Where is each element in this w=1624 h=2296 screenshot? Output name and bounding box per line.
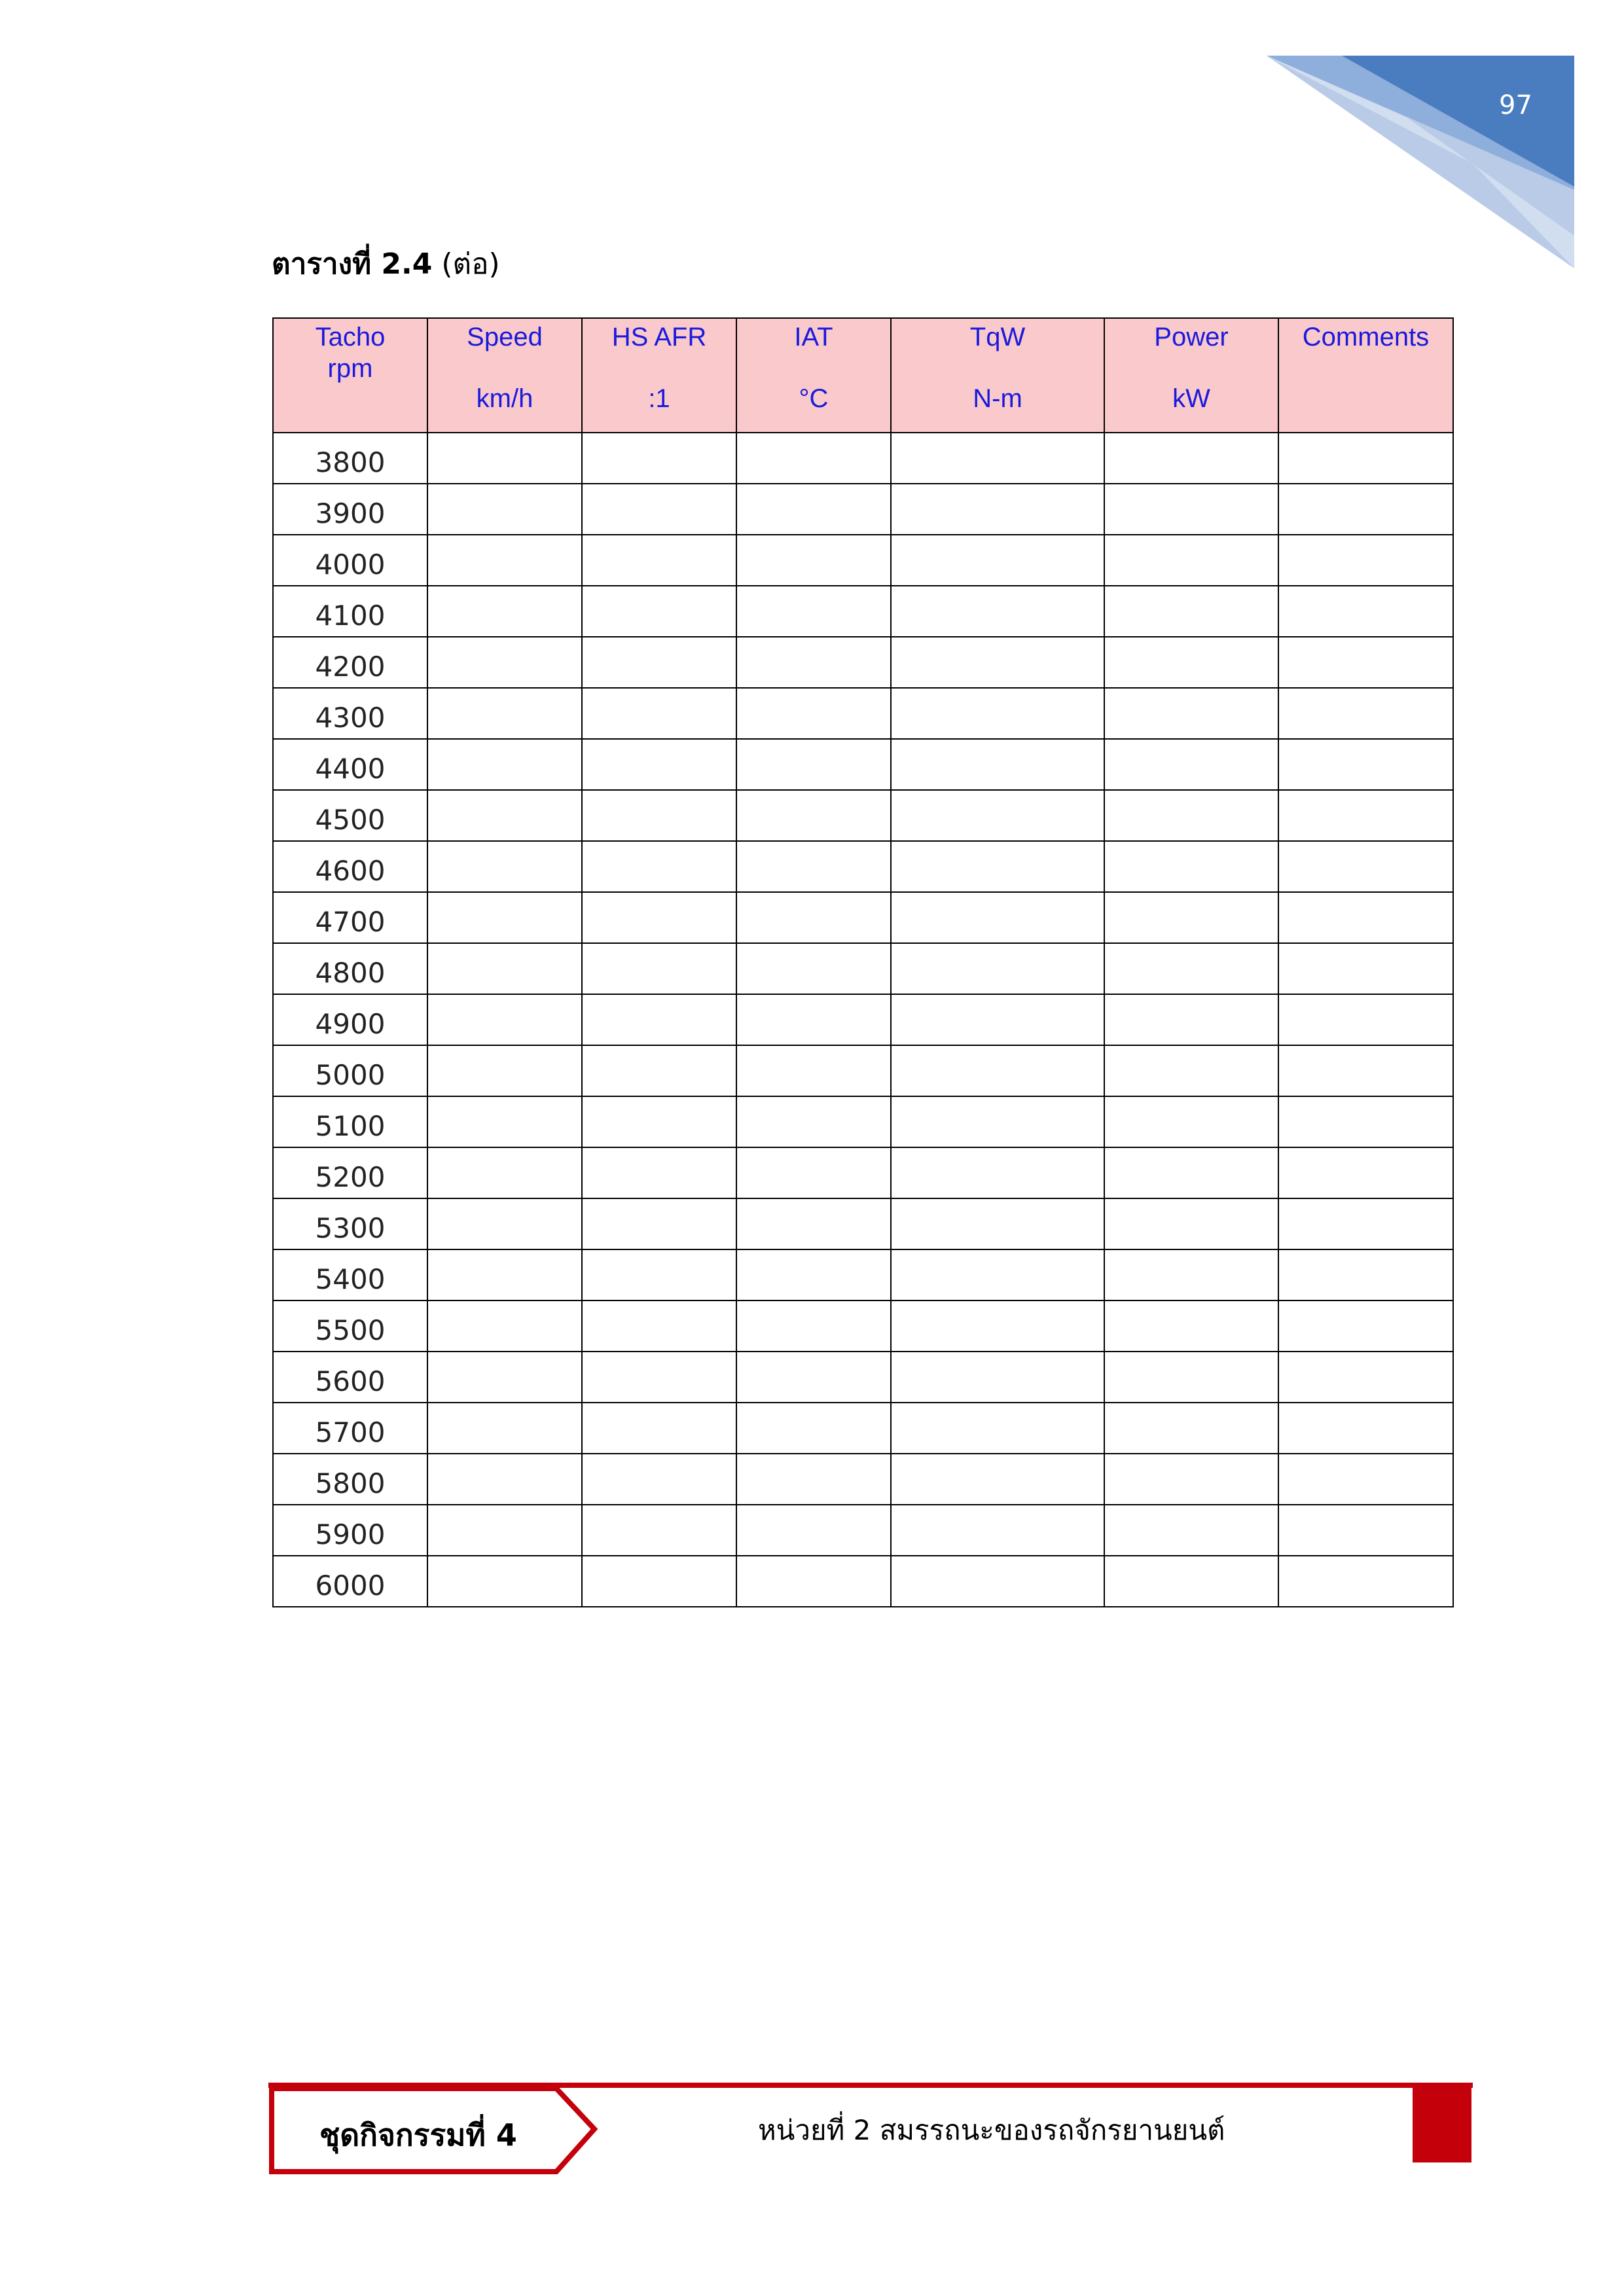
empty-cell[interactable]	[427, 739, 582, 790]
header-hs-afr: HS AFR :1	[582, 318, 736, 433]
empty-cell[interactable]	[427, 1505, 582, 1556]
activity-label: ชุดกิจกรรมที่ 4	[319, 2117, 517, 2153]
corner-decoration	[0, 0, 1624, 327]
footer-red-block	[1413, 2087, 1471, 2162]
rpm-cell: 4400	[273, 739, 427, 790]
empty-cell[interactable]	[427, 1403, 582, 1454]
table-header-row	[273, 318, 1453, 433]
empty-cell[interactable]	[1278, 1454, 1453, 1505]
empty-cell[interactable]	[736, 1300, 891, 1352]
empty-cell[interactable]	[582, 1096, 736, 1147]
empty-cell[interactable]	[736, 535, 891, 586]
table-row	[273, 790, 1453, 841]
rpm-cell: 5100	[273, 1096, 427, 1147]
empty-cell[interactable]	[582, 586, 736, 637]
empty-cell[interactable]	[736, 1352, 891, 1403]
table-row	[273, 1045, 1453, 1096]
empty-cell[interactable]	[1104, 637, 1278, 688]
empty-cell[interactable]	[582, 433, 736, 484]
empty-cell[interactable]	[1278, 943, 1453, 994]
empty-cell[interactable]	[427, 1300, 582, 1352]
table-row	[273, 1352, 1453, 1403]
rpm-cell: 5400	[273, 1249, 427, 1300]
empty-cell[interactable]	[1104, 586, 1278, 637]
unit-title: หน่วยที่ 2 สมรรถนะของรถจักรยานยนต์	[758, 2114, 1225, 2146]
table-row	[273, 1096, 1453, 1147]
table-row	[273, 535, 1453, 586]
empty-cell[interactable]	[891, 1045, 1104, 1096]
empty-cell[interactable]	[1278, 1352, 1453, 1403]
empty-cell[interactable]	[1104, 943, 1278, 994]
empty-cell[interactable]	[736, 1198, 891, 1249]
rpm-cell: 3900	[273, 484, 427, 535]
empty-cell[interactable]	[1104, 841, 1278, 892]
empty-cell[interactable]	[427, 1556, 582, 1607]
rpm-cell: 5200	[273, 1147, 427, 1198]
rpm-cell: 3800	[273, 433, 427, 484]
empty-cell[interactable]	[1104, 790, 1278, 841]
empty-cell[interactable]	[1278, 637, 1453, 688]
rpm-cell: 5000	[273, 1045, 427, 1096]
empty-cell[interactable]	[891, 841, 1104, 892]
empty-cell[interactable]	[736, 1045, 891, 1096]
header-tacho: Tacho rpm	[273, 318, 427, 433]
empty-cell[interactable]	[1278, 1403, 1453, 1454]
empty-cell[interactable]	[427, 1352, 582, 1403]
empty-cell[interactable]	[891, 1249, 1104, 1300]
empty-cell[interactable]	[1278, 739, 1453, 790]
empty-cell[interactable]	[891, 1300, 1104, 1352]
empty-cell[interactable]	[582, 1300, 736, 1352]
caption-number: ตารางที่ 2.4	[272, 247, 433, 281]
empty-cell[interactable]	[1104, 688, 1278, 739]
empty-cell[interactable]	[1104, 484, 1278, 535]
empty-cell[interactable]	[891, 637, 1104, 688]
header-comments: Comments	[1278, 318, 1453, 433]
empty-cell[interactable]	[1278, 994, 1453, 1045]
empty-cell[interactable]	[1104, 535, 1278, 586]
rpm-cell: 5300	[273, 1198, 427, 1249]
table-row	[273, 688, 1453, 739]
rpm-cell: 4200	[273, 637, 427, 688]
empty-cell[interactable]	[1104, 1198, 1278, 1249]
empty-cell[interactable]	[427, 943, 582, 994]
table-row	[273, 586, 1453, 637]
empty-cell[interactable]	[891, 688, 1104, 739]
empty-cell[interactable]	[736, 1249, 891, 1300]
table-row	[273, 1198, 1453, 1249]
empty-cell[interactable]	[582, 739, 736, 790]
rpm-cell: 4600	[273, 841, 427, 892]
empty-cell[interactable]	[427, 790, 582, 841]
table-row	[273, 1249, 1453, 1300]
empty-cell[interactable]	[582, 484, 736, 535]
empty-cell[interactable]	[1278, 841, 1453, 892]
empty-cell[interactable]	[427, 892, 582, 943]
empty-cell[interactable]	[427, 535, 582, 586]
empty-cell[interactable]	[427, 1249, 582, 1300]
empty-cell[interactable]	[736, 484, 891, 535]
empty-cell[interactable]	[736, 790, 891, 841]
table-caption	[272, 241, 500, 287]
empty-cell[interactable]	[1278, 1096, 1453, 1147]
header-speed: Speed km/h	[427, 318, 582, 433]
empty-cell[interactable]	[582, 1556, 736, 1607]
empty-cell[interactable]	[891, 484, 1104, 535]
empty-cell[interactable]	[891, 739, 1104, 790]
table-row	[273, 1403, 1453, 1454]
empty-cell[interactable]	[427, 994, 582, 1045]
rpm-cell: 4800	[273, 943, 427, 994]
empty-cell[interactable]	[582, 892, 736, 943]
empty-cell[interactable]	[736, 1403, 891, 1454]
empty-cell[interactable]	[1278, 484, 1453, 535]
empty-cell[interactable]	[1104, 994, 1278, 1045]
empty-cell[interactable]	[582, 943, 736, 994]
empty-cell[interactable]	[736, 1556, 891, 1607]
empty-cell[interactable]	[1278, 1045, 1453, 1096]
empty-cell[interactable]	[582, 1198, 736, 1249]
empty-cell[interactable]	[891, 1198, 1104, 1249]
rpm-cell: 5900	[273, 1505, 427, 1556]
rpm-cell: 5800	[273, 1454, 427, 1505]
empty-cell[interactable]	[582, 637, 736, 688]
empty-cell[interactable]	[891, 535, 1104, 586]
caption-continued: (ต่อ)	[432, 247, 500, 281]
empty-cell[interactable]	[1278, 1556, 1453, 1607]
table-row	[273, 1556, 1453, 1607]
empty-cell[interactable]	[427, 1147, 582, 1198]
empty-cell[interactable]	[736, 1505, 891, 1556]
empty-cell[interactable]	[1104, 1147, 1278, 1198]
rpm-cell: 4900	[273, 994, 427, 1045]
empty-cell[interactable]	[427, 1045, 582, 1096]
rpm-cell: 4500	[273, 790, 427, 841]
table-row	[273, 841, 1453, 892]
empty-cell[interactable]	[736, 1096, 891, 1147]
empty-cell[interactable]	[1104, 1045, 1278, 1096]
empty-cell[interactable]	[736, 994, 891, 1045]
empty-cell[interactable]	[1104, 1096, 1278, 1147]
rpm-cell: 5500	[273, 1300, 427, 1352]
empty-cell[interactable]	[582, 1454, 736, 1505]
table-row	[273, 892, 1453, 943]
empty-cell[interactable]	[736, 586, 891, 637]
empty-cell[interactable]	[891, 1352, 1104, 1403]
empty-cell[interactable]	[1278, 1505, 1453, 1556]
empty-cell[interactable]	[582, 1045, 736, 1096]
empty-cell[interactable]	[891, 1096, 1104, 1147]
table-row	[273, 1505, 1453, 1556]
empty-cell[interactable]	[891, 1556, 1104, 1607]
empty-cell[interactable]	[891, 790, 1104, 841]
table-row	[273, 1454, 1453, 1505]
rpm-cell: 6000	[273, 1556, 427, 1607]
empty-cell[interactable]	[1104, 1505, 1278, 1556]
table-row	[273, 433, 1453, 484]
empty-cell[interactable]	[582, 841, 736, 892]
empty-cell[interactable]	[427, 1096, 582, 1147]
empty-cell[interactable]	[427, 1454, 582, 1505]
empty-cell[interactable]	[891, 943, 1104, 994]
empty-cell[interactable]	[582, 1403, 736, 1454]
empty-cell[interactable]	[1278, 1249, 1453, 1300]
empty-cell[interactable]	[427, 637, 582, 688]
empty-cell[interactable]	[1278, 688, 1453, 739]
rpm-cell: 5600	[273, 1352, 427, 1403]
header-iat: IAT °C	[736, 318, 891, 433]
empty-cell[interactable]	[1104, 433, 1278, 484]
empty-cell[interactable]	[427, 484, 582, 535]
empty-cell[interactable]	[1278, 1300, 1453, 1352]
empty-cell[interactable]	[582, 1352, 736, 1403]
empty-cell[interactable]	[582, 688, 736, 739]
table-row	[273, 1300, 1453, 1352]
empty-cell[interactable]	[891, 1505, 1104, 1556]
empty-cell[interactable]	[427, 1198, 582, 1249]
rpm-cell: 5700	[273, 1403, 427, 1454]
empty-cell[interactable]	[736, 943, 891, 994]
empty-cell[interactable]	[1104, 892, 1278, 943]
empty-cell[interactable]	[427, 586, 582, 637]
table-row	[273, 1147, 1453, 1198]
empty-cell[interactable]	[1104, 739, 1278, 790]
empty-cell[interactable]	[582, 790, 736, 841]
table-row	[273, 739, 1453, 790]
empty-cell[interactable]	[736, 1454, 891, 1505]
empty-cell[interactable]	[1104, 1352, 1278, 1403]
empty-cell[interactable]	[736, 1147, 891, 1198]
empty-cell[interactable]	[427, 688, 582, 739]
data-table	[272, 317, 1454, 1607]
empty-cell[interactable]	[1104, 1556, 1278, 1607]
empty-cell[interactable]	[582, 535, 736, 586]
header-power: Power kW	[1104, 318, 1278, 433]
empty-cell[interactable]	[1104, 1249, 1278, 1300]
empty-cell[interactable]	[736, 739, 891, 790]
empty-cell[interactable]	[891, 1454, 1104, 1505]
empty-cell[interactable]	[1278, 1198, 1453, 1249]
rpm-cell: 4100	[273, 586, 427, 637]
empty-cell[interactable]	[582, 1505, 736, 1556]
table-row	[273, 637, 1453, 688]
empty-cell[interactable]	[427, 841, 582, 892]
empty-cell[interactable]	[736, 637, 891, 688]
empty-cell[interactable]	[736, 841, 891, 892]
table-row	[273, 994, 1453, 1045]
empty-cell[interactable]	[1278, 790, 1453, 841]
header-tqw: TqW N-m	[891, 318, 1104, 433]
empty-cell[interactable]	[582, 994, 736, 1045]
empty-cell[interactable]	[891, 433, 1104, 484]
empty-cell[interactable]	[1104, 1300, 1278, 1352]
table-row	[273, 484, 1453, 535]
empty-cell[interactable]	[1278, 586, 1453, 637]
empty-cell[interactable]	[427, 433, 582, 484]
empty-cell[interactable]	[891, 1403, 1104, 1454]
empty-cell[interactable]	[736, 688, 891, 739]
rpm-cell: 4300	[273, 688, 427, 739]
empty-cell[interactable]	[1104, 1403, 1278, 1454]
rpm-cell: 4000	[273, 535, 427, 586]
empty-cell[interactable]	[1278, 1147, 1453, 1198]
empty-cell[interactable]	[1278, 433, 1453, 484]
empty-cell[interactable]	[1104, 1454, 1278, 1505]
rpm-cell: 4700	[273, 892, 427, 943]
empty-cell[interactable]	[891, 586, 1104, 637]
empty-cell[interactable]	[582, 1147, 736, 1198]
empty-cell[interactable]	[891, 994, 1104, 1045]
empty-cell[interactable]	[582, 1249, 736, 1300]
empty-cell[interactable]	[891, 1147, 1104, 1198]
empty-cell[interactable]	[1278, 535, 1453, 586]
table-row	[273, 943, 1453, 994]
empty-cell[interactable]	[1278, 892, 1453, 943]
empty-cell[interactable]	[736, 892, 891, 943]
page-number: 97	[1499, 90, 1532, 120]
empty-cell[interactable]	[891, 892, 1104, 943]
empty-cell[interactable]	[736, 433, 891, 484]
